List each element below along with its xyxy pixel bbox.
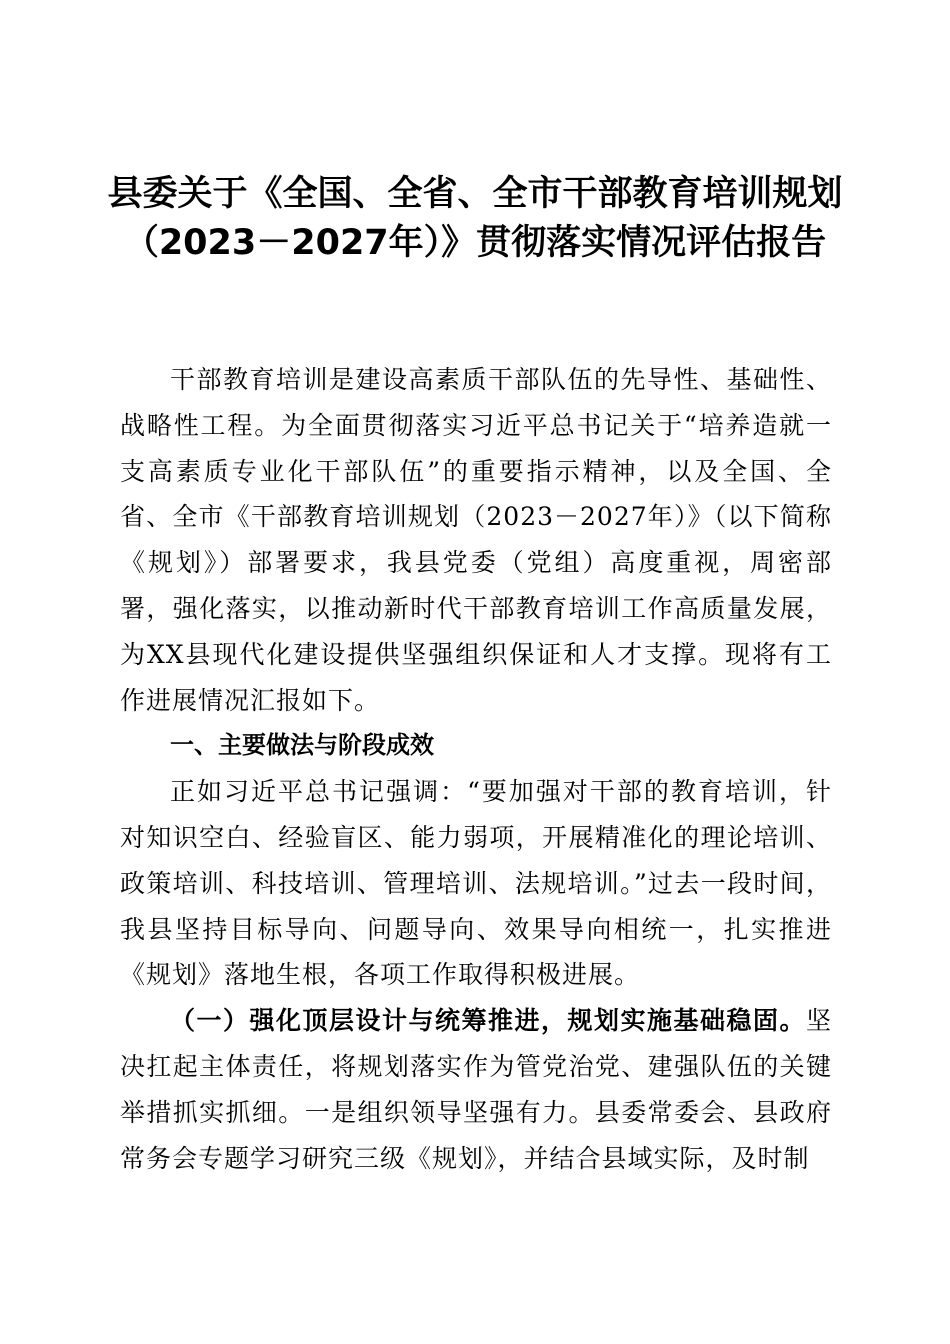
document-body [120, 357, 832, 1181]
subsection-lead: （一）强化顶层设计与统筹推进，规划实施基础稳固。 [170, 1006, 806, 1036]
section-heading: 一、主要做法与阶段成效 [170, 731, 434, 760]
subsection-text: 坚决扛起主体责任，将规划落实作为管党治党、建强队伍的关键举措抓实抓细。一是组织领导坚强有力。县委常委会、县政府常务会专题学习研究三级《规划》，并结合县域实际，及时制 [120, 1006, 832, 1173]
subsection-paragraph [120, 998, 832, 1181]
section-paragraph: 正如习近平总书记强调：“要加强对干部的教育培训，针对知识空白、经验盲区、能力弱项，开展精准化的理论培训、政策培训、科技培训、管理培训、法规培训。”过去一段时间，我县坚持目标导向、问题导向、效果导向相统一，扎实推进《规划》落地生根，各项工作取得积极进展。 [120, 777, 832, 990]
intro-paragraph: 干部教育培训是建设高素质干部队伍的先导性、基础性、战略性工程。为全面贯彻落实习近平总书记关于“培养造就一支高素质专业化干部队伍”的重要指示精神，以及全国、全省、全市《干部教育培训规划（2023－2027年）》（以下简称《规划》）部署要求，我县党委（党组）高度重视，周密部署，强化落实，以推动新时代干部教育培训工作高质量发展，为XX县现代化建设提供坚强组织保证和人才支撑。现将有工作进展情况汇报如下。 [120, 365, 832, 715]
document-title: 县委关于《全国、全省、全市干部教育培训规划（2023－2027年）》贯彻落实情况评估报告 [107, 174, 843, 263]
